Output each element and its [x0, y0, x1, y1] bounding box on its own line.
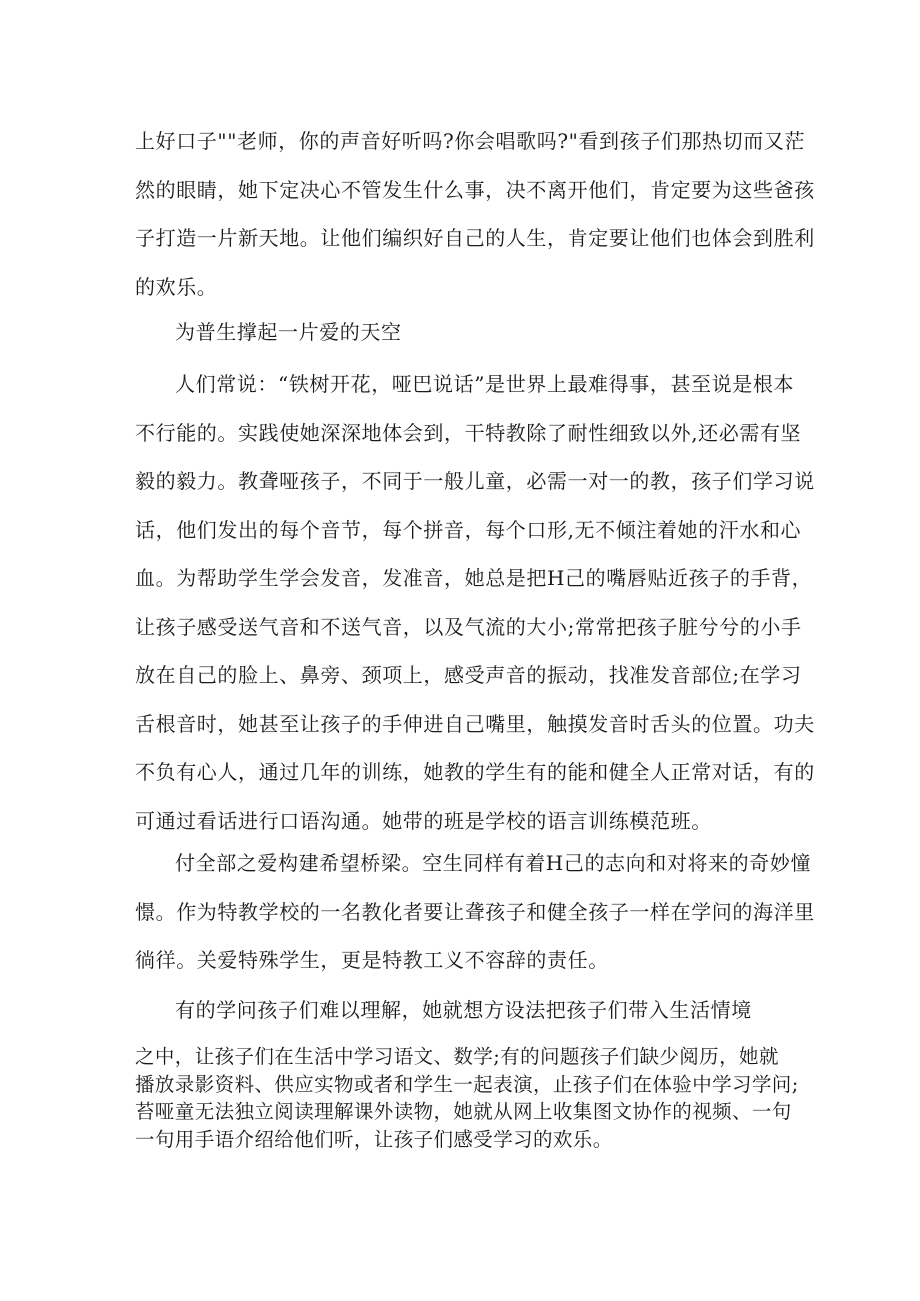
- text-line: 的欢乐。: [135, 274, 218, 299]
- section-heading: [135, 312, 795, 352]
- text-line: 然的眼睛，她下定决心不管发生什么事，决不离开他们，肯定要为这些爸孩: [135, 177, 815, 202]
- heading-text: 为普生撑起一片爱的天空: [175, 320, 402, 344]
- paragraph-2: [135, 360, 815, 845]
- text-line: 徜徉。关爱特殊学生，更是特教工义不容辞的责任。: [135, 948, 609, 972]
- paragraph-4-first-line: [135, 990, 795, 1030]
- text-line: 让孩子感受送气音和不送气音，以及气流的大小;常常把孩子脏兮兮的小手: [135, 614, 802, 639]
- text-line: 舌根音时，她甚至让孩子的手伸进自己嘴里，触摸发音时舌头的位置。功夫: [135, 711, 815, 736]
- text-line: 苔哑童无法独立阅读理解课外读物，她就从网上收集图文协作的视频、一句: [135, 1100, 792, 1123]
- text-line: 人们常说：“铁树开花，哑巴说话”是世界上最难得事，甚至说是根本: [175, 372, 795, 396]
- text-line: 一句用手语介绍给他们听，让孩子们感受学习的欢乐。: [135, 1127, 613, 1151]
- paragraph-4-continuation: [135, 1043, 799, 1153]
- text-line: 放在自己的脸上、鼻旁、颈项上，感受声音的振动，找准发音部位;在学习: [135, 663, 802, 687]
- paragraph-3: [135, 839, 815, 985]
- text-line: 之中，让孩子们在生活中学习语文、数学;有的问题孩子们缺少阅历，她就: [135, 1045, 779, 1068]
- text-line: 话，他们发出的每个音节，每个拼音，每个口形,无不倾注着她的汗水和心: [135, 517, 802, 542]
- text-line: 不负有心人，通过几年的训练，她教的学生有的能和健全人正常对话，有的: [135, 760, 815, 784]
- text-line: 有的学问孩子们难以理解，她就想方设法把孩子们带入生活情境: [175, 998, 752, 1022]
- text-line: 播放录影资料、供应实物或者和学生一起表演，止孩子们在体验中学习学问;: [135, 1072, 799, 1096]
- text-line: 毅的毅力。教聋哑孩子，不同于一般儿童，必需一对一的教，孩子们学习说: [135, 469, 815, 493]
- text-line: 不行能的。实践使她深深地体会到，干特教除了耐性细致以外,还必需有坚: [135, 420, 802, 445]
- text-line: 可通过看话进行口语沟通。她带的班是学校的语言训练模范班。: [135, 808, 712, 833]
- paragraph-1: [135, 117, 815, 311]
- text-line: 付全部之爱构建希望桥梁。空生同样有着H己的志向和对将来的奇妙憧: [175, 851, 812, 875]
- text-line: 憬。作为特教学校的一名教化者要让聋孩子和健全孩子一样在学问的海洋里: [135, 899, 815, 924]
- text-line: 子打造一片新天地。让他们编织好自己的人生，肯定要让他们也体会到胜利: [135, 226, 815, 250]
- text-line: 血。为帮助学生学会发音，发准音，她总是把H己的嘴唇贴近孩子的手背，: [135, 566, 813, 590]
- text-line: 上好口子""老师，你的声音好听吗?你会唱歌吗?"看到孩子们那热切而又茫: [135, 129, 806, 153]
